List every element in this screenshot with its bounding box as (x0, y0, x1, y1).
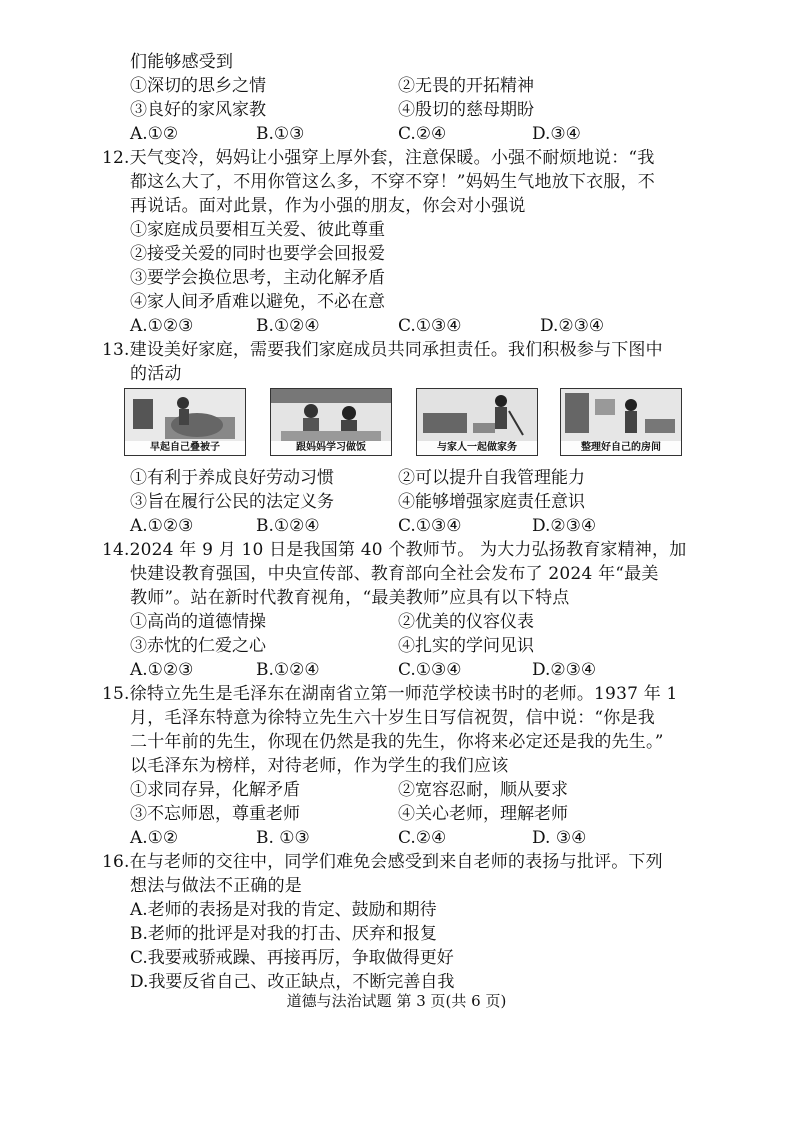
q12-item-1: ①家庭成员要相互关爱、彼此尊重 (130, 220, 385, 240)
housework-illustration (416, 388, 538, 456)
q13-item-4: ④能够增强家庭责任意识 (398, 492, 585, 512)
q15-item-2: ②宽容忍耐，顺从要求 (398, 780, 568, 800)
q14-stem-line-3: 教师”。站在新时代教育视角，“最美教师”应具有以下特点 (130, 588, 570, 608)
q13-choice-d: D.②③④ (532, 516, 597, 536)
q14-choice-b: B.①②④ (256, 660, 320, 680)
q12-item-4: ④家人间矛盾难以避免，不必在意 (130, 292, 385, 312)
q11-choice-c: C.②④ (398, 124, 447, 144)
q15-stem-line-1: 15.徐特立先生是毛泽东在湖南省立第一师范学校读书时的老师。1937 年 1 (102, 684, 678, 704)
cooking-illustration (270, 388, 392, 456)
q12-stem-line-1: 12.天气变冷，妈妈让小强穿上厚外套，注意保暖。小强不耐烦地说：“我 (102, 148, 655, 168)
q14-item-1: ①高尚的道德情操 (130, 612, 266, 632)
q12-item-2: ②接受关爱的同时也要学会回报爱 (130, 244, 385, 264)
q14-choice-d: D.②③④ (532, 660, 597, 680)
q12-choice-a: A.①②③ (130, 316, 194, 336)
tidy-room-illustration (560, 388, 682, 456)
q16-stem-line-2: 想法与做法不正确的是 (130, 876, 302, 896)
q16-option-c: C.我要戒骄戒躁、再接再厉，争取做得更好 (130, 948, 454, 968)
q12-choice-d: D.②③④ (540, 316, 605, 336)
q11-choice-a: A.①② (130, 124, 179, 144)
q14-stem-line-1: 14.2024 年 9 月 10 日是我国第 40 个教师节。 为大力弘扬教育家精神，加 (102, 540, 687, 560)
q15-choice-c: C.②④ (398, 828, 447, 848)
caption: 早起自己叠被子 (125, 441, 245, 455)
fold-quilt-illustration (124, 388, 246, 456)
q14-stem-line-2: 快建设教育强国，中央宣传部、教育部向全社会发布了 2024 年“最美 (130, 564, 659, 584)
q13-picture-row (124, 388, 684, 454)
q11-choice-d: D.③④ (532, 124, 581, 144)
q15-choice-a: A.①② (130, 828, 179, 848)
q16-option-b: B.老师的批评是对我的打击、厌弃和报复 (130, 924, 437, 944)
caption: 跟妈妈学习做饭 (271, 441, 391, 455)
q16-option-a: A.老师的表扬是对我的肯定、鼓励和期待 (130, 900, 437, 920)
q13-choice-a: A.①②③ (130, 516, 194, 536)
q11-item-2: ②无畏的开拓精神 (398, 76, 534, 96)
q15-stem-line-2: 月，毛泽东特意为徐特立先生六十岁生日写信祝贺，信中说：“你是我 (130, 708, 655, 728)
q13-item-2: ②可以提升自我管理能力 (398, 468, 585, 488)
q12-stem-line-2: 都这么大了，不用你管这么多，不穿不穿！”妈妈生气地放下衣服，不 (130, 172, 655, 192)
q15-stem-line-4: 以毛泽东为榜样，对待老师，作为学生的我们应该 (130, 756, 509, 776)
q13-item-1: ①有利于养成良好劳动习惯 (130, 468, 334, 488)
q11-item-4: ④殷切的慈母期盼 (398, 100, 534, 120)
q15-item-1: ①求同存异，化解矛盾 (130, 780, 300, 800)
q15-stem-line-3: 二十年前的先生，你现在仍然是我的先生，你将来必定还是我的先生。” (130, 732, 664, 752)
q11-choice-b: B.①③ (256, 124, 305, 144)
q14-item-4: ④扎实的学问见识 (398, 636, 534, 656)
page-footer: 道德与法治试题 第 3 页(共 6 页) (286, 992, 507, 1010)
q11-stem-tail: 们能够感受到 (130, 52, 234, 72)
q16-option-d: D.我要反省自己、改正缺点，不断完善自我 (130, 972, 455, 992)
q13-choice-c: C.①③④ (398, 516, 462, 536)
q12-stem-line-3: 再说话。面对此景，作为小强的朋友，你会对小强说 (130, 196, 526, 216)
q14-choice-c: C.①③④ (398, 660, 462, 680)
q12-choice-c: C.①③④ (398, 316, 462, 336)
q13-stem-line-1: 13.建设美好家庭，需要我们家庭成员共同承担责任。我们积极参与下图中 (102, 340, 663, 360)
q11-item-3: ③良好的家风家教 (130, 100, 266, 120)
q12-item-3: ③要学会换位思考，主动化解矛盾 (130, 268, 385, 288)
caption: 与家人一起做家务 (417, 441, 537, 455)
q15-choice-d: D. ③④ (532, 828, 587, 848)
q15-choice-b: B. ①③ (256, 828, 310, 848)
q14-choice-a: A.①②③ (130, 660, 194, 680)
q13-item-3: ③旨在履行公民的法定义务 (130, 492, 334, 512)
q11-item-1: ①深切的思乡之情 (130, 76, 266, 96)
q16-stem-line-1: 16.在与老师的交往中，同学们难免会感受到来自老师的表扬与批评。下列 (102, 852, 663, 872)
caption: 整理好自己的房间 (561, 441, 681, 455)
q15-item-3: ③不忘师恩，尊重老师 (130, 804, 300, 824)
q15-item-4: ④关心老师，理解老师 (398, 804, 568, 824)
q14-item-2: ②优美的仪容仪表 (398, 612, 534, 632)
q13-stem-line-2: 的活动 (130, 364, 182, 384)
q14-item-3: ③赤忱的仁爱之心 (130, 636, 266, 656)
q13-choice-b: B.①②④ (256, 516, 320, 536)
q12-choice-b: B.①②④ (256, 316, 320, 336)
